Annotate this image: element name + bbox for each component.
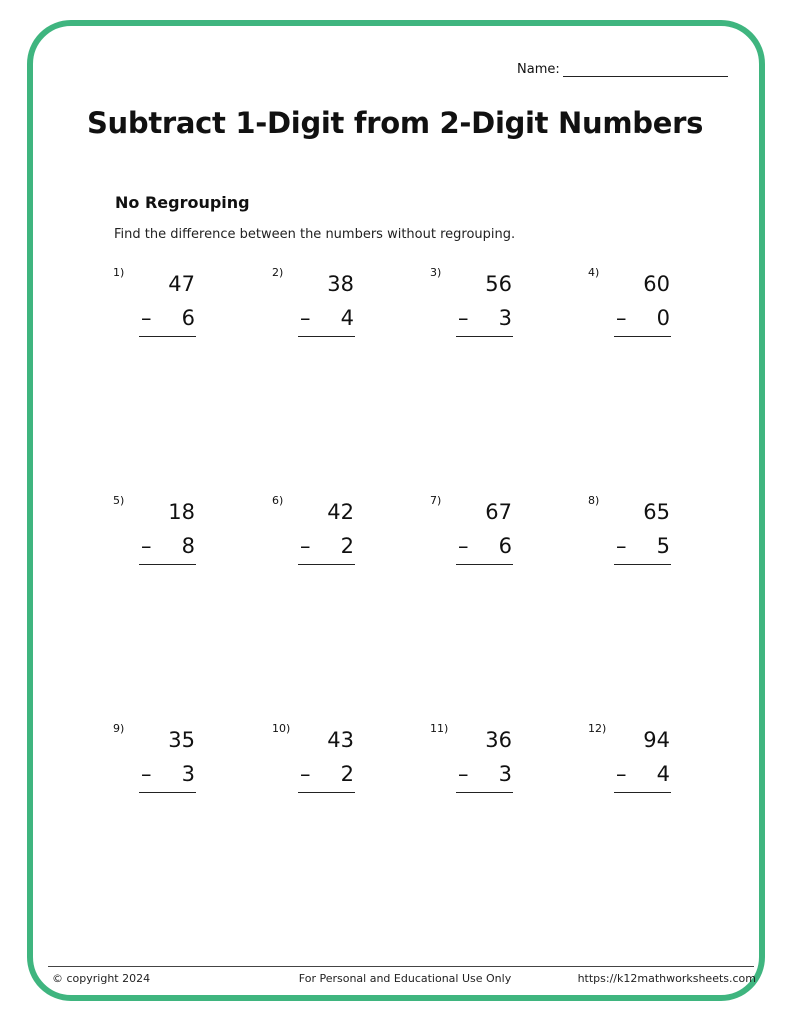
minus-sign: – <box>141 306 152 330</box>
minus-sign: – <box>616 534 627 558</box>
problem-number: 3) <box>430 266 442 279</box>
subtrahend: 5 <box>656 534 670 558</box>
name-field <box>517 62 728 77</box>
minuend: 94 <box>643 728 670 752</box>
problem-number: 5) <box>113 494 125 507</box>
footer-usage: For Personal and Educational Use Only <box>298 972 512 985</box>
problem-11 <box>430 722 530 802</box>
problem-number: 12) <box>588 722 607 735</box>
answer-line[interactable] <box>139 564 196 565</box>
subtrahend: 4 <box>340 306 354 330</box>
answer-line[interactable] <box>456 564 513 565</box>
section-title: No Regrouping <box>115 193 250 212</box>
minus-sign: – <box>616 306 627 330</box>
minus-sign: – <box>616 762 627 786</box>
minuend: 42 <box>327 500 354 524</box>
answer-line[interactable] <box>298 564 355 565</box>
answer-line[interactable] <box>614 564 671 565</box>
problem-6 <box>272 494 372 574</box>
minus-sign: – <box>300 534 311 558</box>
problem-1 <box>113 266 213 346</box>
minus-sign: – <box>300 762 311 786</box>
footer-divider <box>48 966 754 967</box>
minuend: 47 <box>168 272 195 296</box>
problem-number: 11) <box>430 722 449 735</box>
answer-line[interactable] <box>298 336 355 337</box>
subtrahend: 6 <box>181 306 195 330</box>
minus-sign: – <box>458 306 469 330</box>
answer-line[interactable] <box>456 792 513 793</box>
problem-number: 6) <box>272 494 284 507</box>
problem-number: 4) <box>588 266 600 279</box>
minuend: 60 <box>643 272 670 296</box>
problem-12 <box>588 722 688 802</box>
answer-line[interactable] <box>298 792 355 793</box>
subtrahend: 6 <box>498 534 512 558</box>
problem-3 <box>430 266 530 346</box>
minus-sign: – <box>458 534 469 558</box>
minus-sign: – <box>458 762 469 786</box>
name-blank-line[interactable] <box>563 62 728 77</box>
problem-number: 8) <box>588 494 600 507</box>
problem-2 <box>272 266 372 346</box>
subtrahend: 4 <box>656 762 670 786</box>
problem-number: 10) <box>272 722 291 735</box>
minuend: 35 <box>168 728 195 752</box>
problem-8 <box>588 494 688 574</box>
subtrahend: 0 <box>656 306 670 330</box>
minuend: 67 <box>485 500 512 524</box>
problem-9 <box>113 722 213 802</box>
minuend: 65 <box>643 500 670 524</box>
minuend: 38 <box>327 272 354 296</box>
subtrahend: 2 <box>340 534 354 558</box>
footer-copyright: © copyright 2024 <box>52 972 151 985</box>
problem-4 <box>588 266 688 346</box>
minus-sign: – <box>141 762 152 786</box>
problem-7 <box>430 494 530 574</box>
answer-line[interactable] <box>614 792 671 793</box>
minuend: 56 <box>485 272 512 296</box>
minuend: 36 <box>485 728 512 752</box>
minus-sign: – <box>300 306 311 330</box>
answer-line[interactable] <box>139 336 196 337</box>
page-title: Subtract 1-Digit from 2-Digit Numbers <box>86 106 704 140</box>
answer-line[interactable] <box>139 792 196 793</box>
subtrahend: 2 <box>340 762 354 786</box>
problem-10 <box>272 722 372 802</box>
subtrahend: 3 <box>498 762 512 786</box>
problem-5 <box>113 494 213 574</box>
name-label: Name: <box>517 62 560 77</box>
minus-sign: – <box>141 534 152 558</box>
problem-number: 1) <box>113 266 125 279</box>
instructions: Find the difference between the numbers without regrouping. <box>114 227 516 242</box>
subtrahend: 8 <box>181 534 195 558</box>
subtrahend: 3 <box>181 762 195 786</box>
minuend: 18 <box>168 500 195 524</box>
problem-number: 9) <box>113 722 125 735</box>
problem-number: 2) <box>272 266 284 279</box>
subtrahend: 3 <box>498 306 512 330</box>
answer-line[interactable] <box>456 336 513 337</box>
answer-line[interactable] <box>614 336 671 337</box>
minuend: 43 <box>327 728 354 752</box>
footer-site: https://k12mathworksheets.com <box>577 972 756 985</box>
problem-number: 7) <box>430 494 442 507</box>
